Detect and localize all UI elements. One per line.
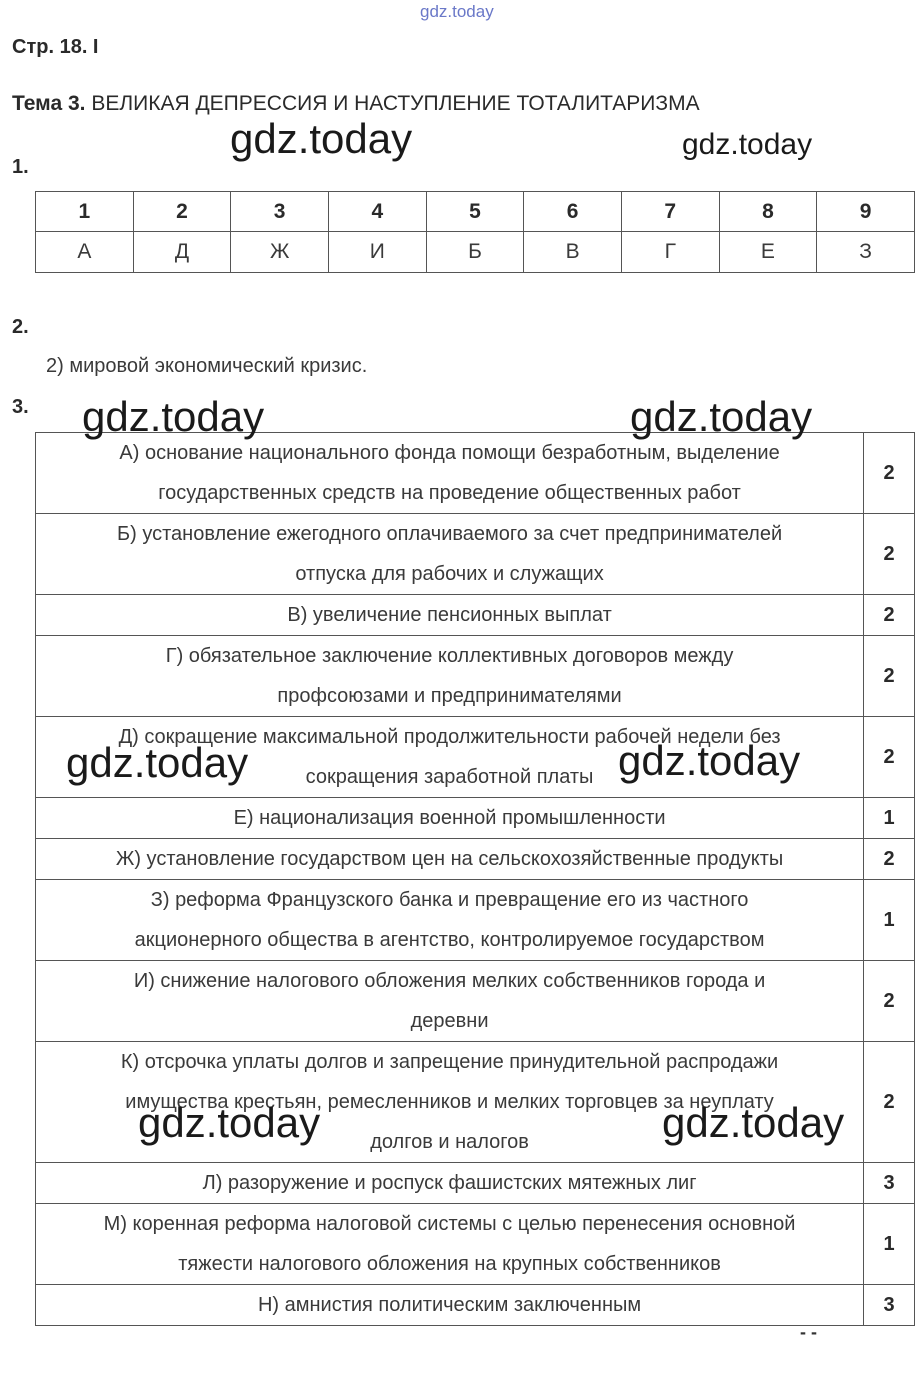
watermark: gdz.today: [66, 739, 249, 786]
task-3-row: [36, 839, 915, 880]
task-1-number: 1.: [12, 156, 29, 178]
task-3-row: [36, 880, 915, 961]
watermark: gdz.today: [138, 1099, 321, 1146]
watermark: gdz.today: [630, 393, 813, 440]
task-3-statement-line: тяжести налогового обложения на крупных собственников: [178, 1253, 721, 1275]
task-3-row: [36, 1204, 915, 1285]
task-3-statement-line: долгов и налогов: [370, 1131, 529, 1153]
task-3-statement-line: имущества крестьян, ремесленников и мелких торговцев за неуплату: [125, 1091, 774, 1113]
task-1-answer-cell: З: [817, 232, 915, 273]
task-3-answer: 2: [864, 961, 915, 1042]
task-3-answer: 3: [864, 1285, 915, 1326]
task-3-statement: [36, 1285, 864, 1326]
task-3-statement-line: сокращения заработной платы: [305, 766, 594, 788]
task-1-header-cell: 2: [133, 192, 231, 232]
task-3-answer: 1: [864, 880, 915, 961]
task-3-statement-line: Н) амнистия политическим заключенным: [257, 1294, 642, 1316]
task-3-statement-line: отпуска для рабочих и служащих: [295, 563, 604, 585]
task-3-row: [36, 798, 915, 839]
task-3-statement-line: профсоюзами и предпринимателями: [277, 685, 622, 707]
task-3-table: [35, 432, 915, 1326]
task-3-statement-line: деревни: [410, 1010, 489, 1032]
task-1-header-cell: 8: [719, 192, 817, 232]
task-3-statement-line: Ж) установление государством цен на сельскохозяйственные продукты: [115, 848, 784, 870]
watermark: gdz.today: [618, 737, 801, 784]
task-1-header-cell: 3: [231, 192, 329, 232]
task-3-statement-line: И) снижение налогового обложения мелких собственников города и: [133, 970, 766, 992]
watermark: gdz.today: [82, 393, 265, 440]
task-1-answer-row: [36, 232, 915, 273]
task-3-statement-line: М) коренная реформа налоговой системы с целью перенесения основной: [103, 1213, 796, 1235]
task-2-number: 2.: [12, 316, 29, 338]
task-1-answer-cell: И: [328, 232, 426, 273]
task-3-statement-line: К) отсрочка уплаты долгов и запрещение принудительной распродажи: [120, 1051, 779, 1073]
task-3-answer: 2: [864, 717, 915, 798]
task-3-statement-line: Г) обязательное заключение коллективных договоров между: [165, 645, 734, 667]
task-3-answer: 3: [864, 1163, 915, 1204]
task-3-statement-line: государственных средств на проведение общественных работ: [158, 482, 741, 504]
task-3-statement: [36, 798, 864, 839]
task-2-answer: 2) мировой экономический кризис.: [46, 355, 368, 377]
task-1-header-cell: 7: [621, 192, 719, 232]
task-1-header-cell: 9: [817, 192, 915, 232]
watermark: gdz.today: [662, 1099, 845, 1146]
task-1-header-cell: 6: [524, 192, 622, 232]
task-3-answer: 2: [864, 514, 915, 595]
task-3-statement-line: Л) разоружение и роспуск фашистских мятежных лиг: [202, 1172, 697, 1194]
task-1-answer-cell: А: [36, 232, 134, 273]
task-1-answer-cell: Е: [719, 232, 817, 273]
task-1-answer-cell: Ж: [231, 232, 329, 273]
task-3-row: [36, 433, 915, 514]
task-3-answer: 2: [864, 839, 915, 880]
task-3-row: [36, 595, 915, 636]
task-3-answer: 1: [864, 798, 915, 839]
task-3-statement: [36, 636, 864, 717]
topic-title: ВЕЛИКАЯ ДЕПРЕССИЯ И НАСТУПЛЕНИЕ ТОТАЛИТАРИЗМА: [91, 92, 700, 115]
task-1-header-row: [36, 192, 915, 232]
task-1-answer-cell: Г: [621, 232, 719, 273]
task-3-statement: [36, 514, 864, 595]
task-3-row: [36, 636, 915, 717]
task-3-statement-line: Д) сокращение максимальной продолжительности рабочей недели без: [118, 726, 781, 748]
task-3-statement: [36, 1204, 864, 1285]
task-1-header-cell: 4: [328, 192, 426, 232]
topic-heading: [12, 92, 700, 116]
watermark: gdz.today: [682, 128, 813, 161]
task-3-number: 3.: [12, 396, 29, 418]
task-3-statement: [36, 433, 864, 514]
task-1-answer-cell: Б: [426, 232, 524, 273]
task-1-header-cell: 1: [36, 192, 134, 232]
task-3-row: [36, 1163, 915, 1204]
task-1-answer-cell: В: [524, 232, 622, 273]
task-1-table: [35, 191, 915, 273]
task-1-header-cell: 5: [426, 192, 524, 232]
watermark: gdz.today: [230, 115, 413, 162]
task-3-answer: 2: [864, 1042, 915, 1163]
task-3-answer: 2: [864, 636, 915, 717]
task-3-answer: 1: [864, 1204, 915, 1285]
task-3-statement: [36, 880, 864, 961]
task-1-answer-cell: Д: [133, 232, 231, 273]
task-3-statement-line: А) основание национального фонда помощи безработным, выделение: [119, 442, 780, 464]
task-3-statement-line: В) увеличение пенсионных выплат: [287, 604, 612, 626]
task-3-statement: [36, 1163, 864, 1204]
task-3-row: [36, 1285, 915, 1326]
page-label: Стр. 18. I: [12, 36, 99, 58]
task-3-statement-line: акционерного общества в агентство, контролируемое государством: [134, 929, 765, 951]
task-3-answer: 2: [864, 433, 915, 514]
task-3-row: [36, 514, 915, 595]
task-3-statement: [36, 839, 864, 880]
task-3-statement: [36, 595, 864, 636]
footer-dashes: - -: [800, 1322, 817, 1342]
task-3-row: [36, 961, 915, 1042]
task-3-statement-line: Б) установление ежегодного оплачиваемого за счет предпринимателей: [116, 523, 783, 545]
task-3-statement-line: З) реформа Французского банка и превращение его из частного: [150, 889, 749, 911]
topic-prefix: Тема 3.: [12, 92, 86, 115]
task-3-statement: [36, 961, 864, 1042]
watermark-top: gdz.today: [420, 2, 494, 21]
task-3-statement-line: Е) национализация военной промышленности: [233, 807, 666, 829]
task-3-answer: 2: [864, 595, 915, 636]
